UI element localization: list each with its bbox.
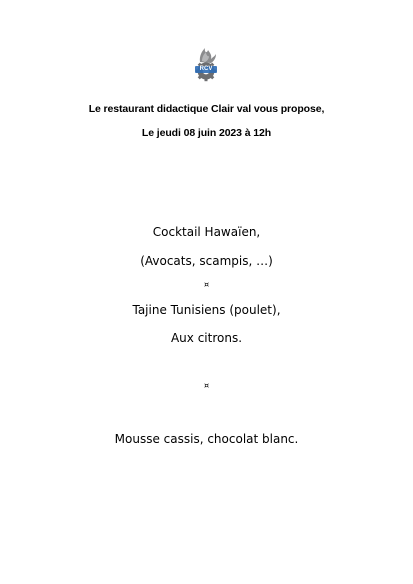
header-date-line: Le jeudi 08 juin 2023 à 12h xyxy=(141,127,272,139)
school-crest-icon xyxy=(186,44,226,84)
menu-separator: ¤ xyxy=(203,280,210,289)
menu-starter-title: Cocktail Hawaïen, xyxy=(152,225,261,239)
menu-dessert: Mousse cassis, chocolat blanc. xyxy=(114,432,299,446)
menu-starter-detail: (Avocats, scampis, …) xyxy=(140,254,273,268)
menu-main-title: Tajine Tunisiens (poulet), xyxy=(132,303,281,317)
logo-lettering: RCV xyxy=(199,66,213,72)
menu-separator: ¤ xyxy=(203,381,210,390)
menu-main-detail: Aux citrons. xyxy=(170,331,243,345)
header-restaurant-line: Le restaurant didactique Clair val vous propose, xyxy=(88,103,325,115)
school-crest-logo xyxy=(186,44,226,84)
